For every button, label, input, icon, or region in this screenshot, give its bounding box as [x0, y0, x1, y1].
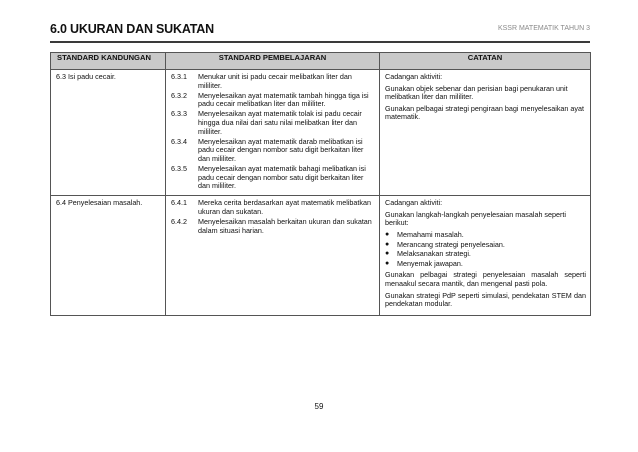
list-item-text: Merancang strategi penyelesaian.: [397, 239, 505, 249]
standard-text: Menyelesaikan ayat matematik bahagi melibatkan isi padu cecair dengan nombor satu digit berkaitan liter dan mililiter.: [198, 163, 366, 191]
standard-item: [171, 165, 375, 191]
standard-code: 6.3.4: [171, 136, 187, 146]
header-rule: [50, 41, 590, 43]
bullet-icon: ●: [385, 250, 390, 258]
standard-code: 6.3.5: [171, 163, 187, 173]
list-item: [385, 241, 586, 250]
standard-code: 6.3.2: [171, 90, 187, 100]
standard-text: Menyelesaikan masalah berkaitan ukuran dan sukatan dalam situasi harian.: [198, 216, 372, 235]
column-header-pembelajaran: STANDARD PEMBELAJARAN: [166, 53, 380, 70]
standard-code: 6.4.1: [171, 198, 187, 208]
chapter-title: 6.0 UKURAN DAN SUKATAN: [50, 22, 214, 36]
bullet-icon: ●: [385, 240, 390, 248]
standard-item: [171, 110, 375, 136]
pembelajaran-cell: [166, 196, 380, 316]
steps-list: [385, 231, 586, 268]
bullet-icon: ●: [385, 259, 390, 267]
standard-item: [171, 218, 375, 235]
standard-text: Menyelesaikan ayat matematik tambah hingga tiga isi padu cecair melibatkan liter dan mililiter.: [198, 90, 369, 109]
table-row: [51, 196, 591, 316]
column-header-kandungan: STANDARD KANDUNGAN: [51, 53, 166, 70]
standard-item: [171, 138, 375, 164]
standard-item: [171, 92, 375, 109]
kandungan-cell: 6.3 Isi padu cecair.: [51, 70, 166, 196]
page-number: 59: [314, 402, 324, 411]
notes-intro: Gunakan langkah-langkah penyelesaian masalah seperti berikut:: [385, 209, 567, 228]
notes-paragraph: Gunakan strategi PdP seperti simulasi, pendekatan STEM dan pendekatan modular.: [385, 290, 586, 309]
notes-paragraph: Gunakan objek sebenar dan perisian bagi penukaran unit melibatkan liter dan mililiter.: [385, 83, 568, 102]
list-item: [385, 231, 586, 240]
pembelajaran-cell: [166, 70, 380, 196]
standard-item: [171, 199, 375, 216]
table-header-row: [51, 53, 591, 70]
standard-code: 6.3.1: [171, 72, 187, 81]
catatan-cell: [380, 196, 591, 316]
standard-text: Menyelesaikan ayat matematik darab melibatkan isi padu cecair dengan nombor satu digit berkaitan liter dan mililiter.: [198, 136, 364, 163]
list-item-text: Menyemak jawapan.: [397, 258, 463, 268]
kandungan-cell: 6.4 Penyelesaian masalah.: [51, 196, 166, 316]
standard-code: 6.4.2: [171, 216, 187, 226]
list-item-text: Memahami masalah.: [397, 230, 464, 239]
standard-text: Menukar unit isi padu cecair melibatkan liter dan mililiter.: [198, 72, 352, 90]
list-item: [385, 250, 586, 259]
notes-paragraph: Gunakan pelbagai strategi penyelesaian masalah seperti menaakul secara mantik, dan mengenal pasti pola.: [385, 270, 586, 288]
catatan-cell: [380, 70, 591, 196]
notes-paragraph: Gunakan pelbagai strategi pengiraan bagi menyelesaikan ayat matematik.: [385, 103, 584, 122]
standard-code: 6.3.3: [171, 109, 187, 119]
standard-item: [171, 73, 375, 90]
notes-heading: Cadangan aktiviti:: [385, 72, 443, 81]
standard-text: Menyelesaikan ayat matematik tolak isi padu cecair hingga dua nilai dari satu nilai melibatkan liter dan mililiter.: [198, 109, 362, 136]
standard-text: Mereka cerita berdasarkan ayat matematik melibatkan ukuran dan sukatan.: [198, 198, 371, 216]
curriculum-table: [50, 52, 591, 316]
list-item-text: Melaksanakan strategi.: [397, 249, 471, 259]
list-item: [385, 260, 586, 269]
column-header-catatan: CATATAN: [380, 53, 591, 70]
document-subtitle: KSSR MATEMATIK TAHUN 3: [497, 25, 590, 32]
page-header: [50, 22, 590, 42]
table-row: [51, 70, 591, 196]
notes-heading: Cadangan aktiviti:: [385, 198, 443, 208]
bullet-icon: ●: [385, 231, 390, 238]
